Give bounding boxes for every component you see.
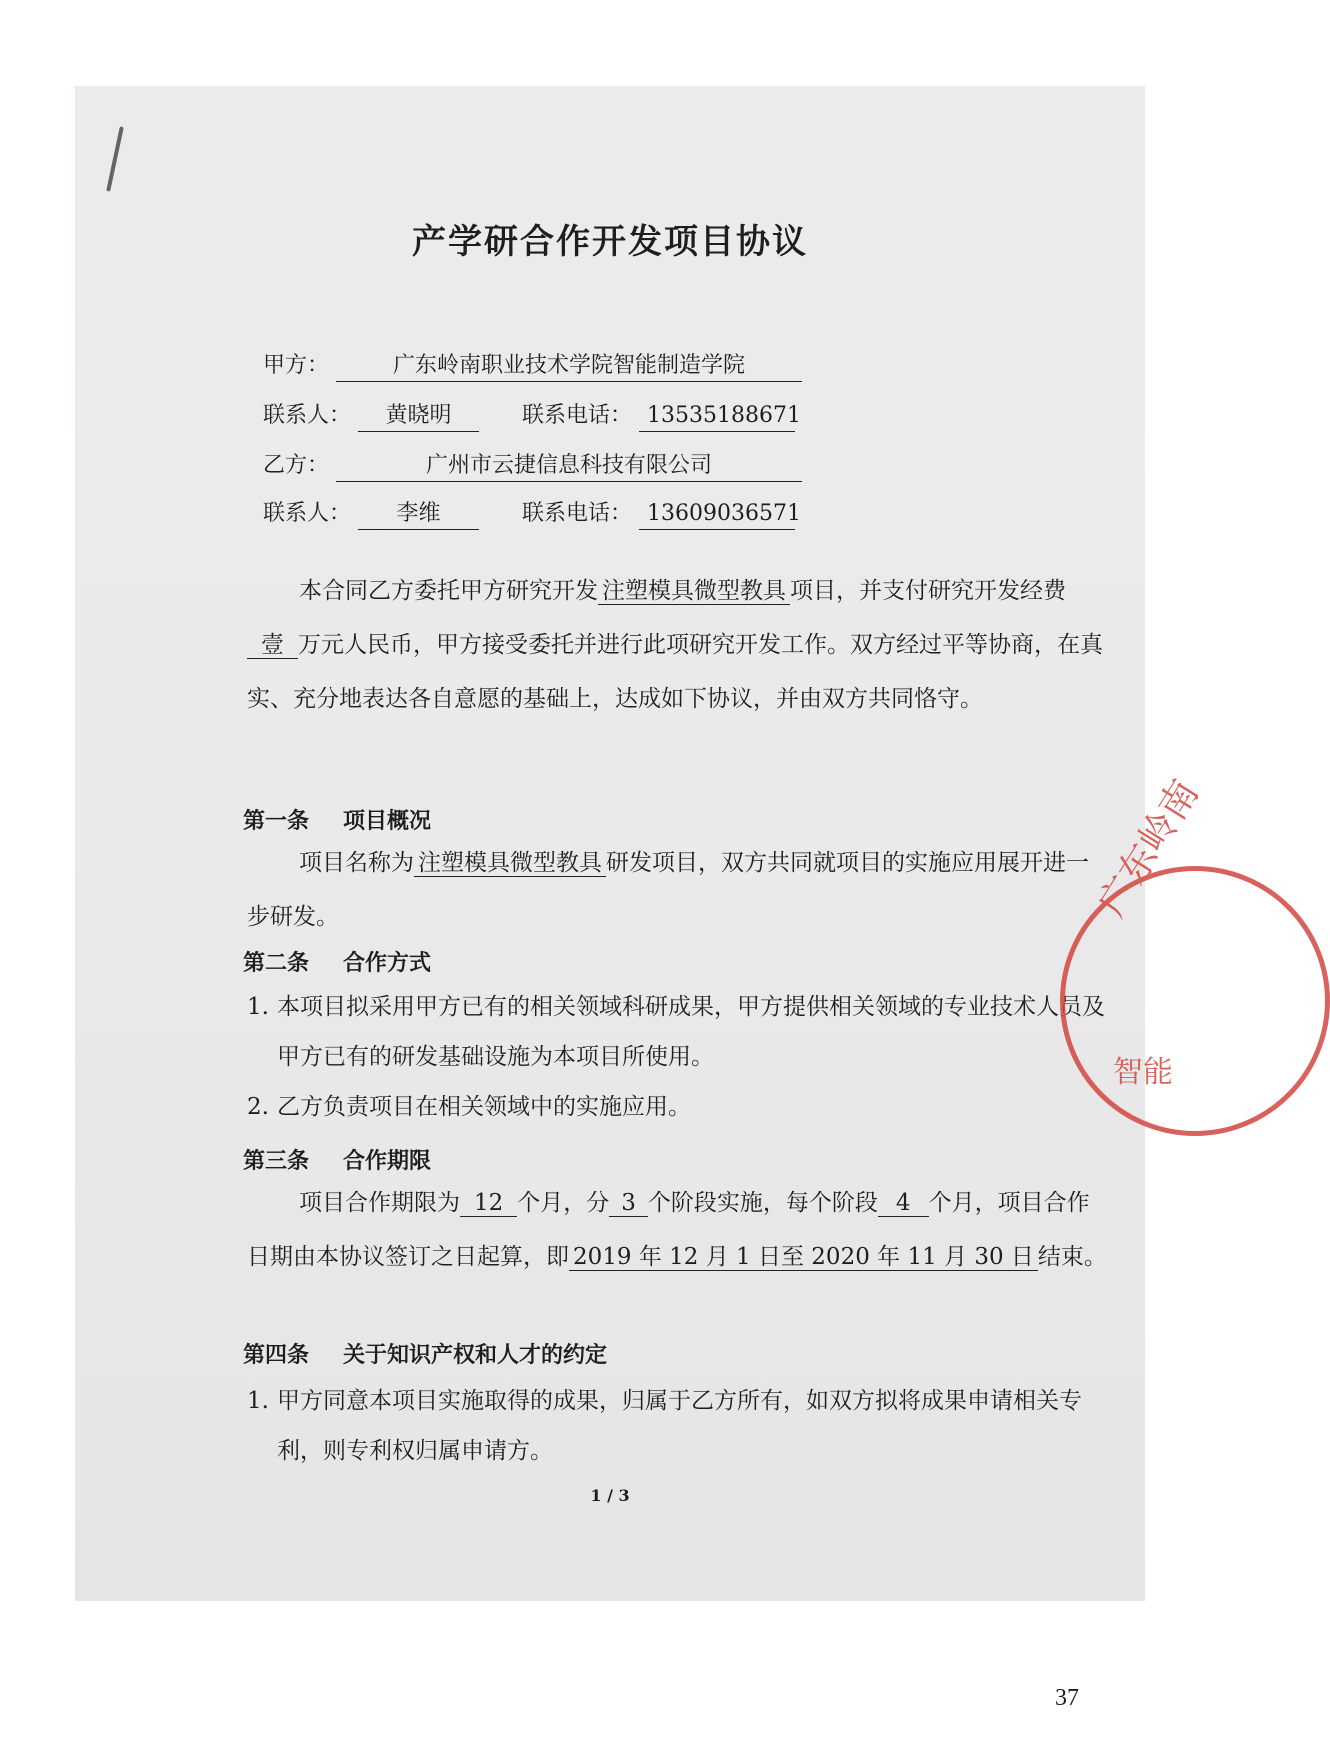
article2-item-1-marker: 1. [247, 994, 269, 1020]
seal-text-2: 智能 [1113, 1055, 1173, 1090]
article4-title: 关于知识产权和人才的约定 [343, 1343, 608, 1368]
seal-text-1: 广东岭南 [1089, 771, 1208, 925]
inner-page-number: 1 / 3 [590, 1486, 630, 1505]
party-a-phone-value: 13535188671 [639, 401, 795, 432]
article2-title: 合作方式 [343, 951, 432, 976]
article3-title: 合作期限 [343, 1149, 432, 1174]
article2-heading [243, 946, 431, 977]
article1-title: 项目概况 [343, 809, 432, 834]
article1-paragraph [247, 836, 1107, 944]
document-photo [75, 86, 1208, 1601]
party-a-contact-label: 联系人： [263, 403, 352, 428]
intro-project-name: 注塑模具微型教具 [598, 578, 790, 605]
intro-text-3: 万元人民币，甲方接受委托并进行此项研究开发工作。双方经过平等协商，在真实、充分地表达各自意愿的基础上，达成如下协议，并由双方共同恪守。 [247, 632, 1103, 712]
article3-text-3: 个阶段实施，每个阶段 [647, 1190, 878, 1216]
article4-item-1-text: 甲方同意本项目实施取得的成果，归属于乙方所有，如双方拟将成果申请相关专利，则专利权归属申请方。 [277, 1388, 1082, 1464]
article2-item-2 [247, 1082, 1107, 1132]
article4-item-1-marker: 1. [247, 1388, 269, 1414]
article3-text-1: 项目合作期限为 [299, 1190, 460, 1216]
article4-heading [243, 1338, 607, 1369]
party-b-phone-label: 联系电话： [522, 501, 633, 526]
party-b-value: 广州市云捷信息科技有限公司 [336, 451, 802, 482]
article2-item-1-text: 本项目拟采用甲方已有的相关领域科研成果，甲方提供相关领域的专业技术人员及甲方已有的研发基础设施为本项目所使用。 [277, 994, 1105, 1070]
article3-text-5: 结束。 [1037, 1244, 1107, 1270]
article1-text-2: 研发项目，双方共同就项目的实施应用展开进一步研发。 [247, 850, 1089, 930]
article2-item-1 [247, 982, 1107, 1082]
article3-months: 12 [460, 1190, 517, 1217]
article2-number: 第二条 [243, 951, 310, 976]
pencil-mark [106, 126, 124, 191]
article2-item-2-text: 乙方负责项目在相关领域中的实施应用。 [277, 1094, 691, 1120]
article3-text-4: 个月，项目合作日期由本协议签订之日起算，即 [247, 1190, 1090, 1270]
article1-heading [243, 804, 431, 835]
party-b-contact-value: 李维 [358, 499, 479, 530]
party-a-label: 甲方： [263, 353, 330, 378]
article2-item-2-marker: 2. [247, 1094, 269, 1120]
party-a-contact-row [263, 398, 801, 432]
article1-text-1: 项目名称为 [299, 850, 414, 876]
article3-number: 第三条 [243, 1149, 310, 1174]
party-b-contact-row [263, 496, 801, 530]
party-a-phone-label: 联系电话： [522, 403, 633, 428]
article3-text-2: 个月，分 [517, 1190, 610, 1216]
document-title: 产学研合作开发项目协议 [412, 222, 808, 262]
party-b-row [263, 448, 802, 482]
article3-phases: 3 [609, 1190, 648, 1217]
official-seal [1060, 771, 1330, 1136]
intro-paragraph [247, 564, 1107, 726]
party-a-row [263, 348, 802, 382]
page-number: 37 [1055, 1685, 1079, 1711]
party-a-contact-value: 黄晓明 [358, 401, 479, 432]
party-b-label: 乙方： [263, 453, 330, 478]
article4-item-1 [247, 1376, 1107, 1476]
article1-number: 第一条 [243, 809, 310, 834]
article4-number: 第四条 [243, 1343, 310, 1368]
party-b-phone-value: 13609036571 [639, 499, 795, 530]
article3-phase-months: 4 [878, 1190, 929, 1217]
party-a-value: 广东岭南职业技术学院智能制造学院 [336, 351, 802, 382]
intro-amount: 壹 [247, 632, 298, 659]
article3-heading [243, 1144, 431, 1175]
article3-paragraph [247, 1176, 1107, 1284]
intro-text-1: 本合同乙方委托甲方研究开发 [299, 578, 598, 604]
article1-project-name: 注塑模具微型教具 [414, 850, 606, 877]
intro-text-2: 项目，并支付研究开发经费 [790, 578, 1066, 604]
party-b-contact-label: 联系人： [263, 501, 352, 526]
article3-period: 2019 年 12 月 1 日至 2020 年 11 月 30 日 [569, 1244, 1038, 1271]
